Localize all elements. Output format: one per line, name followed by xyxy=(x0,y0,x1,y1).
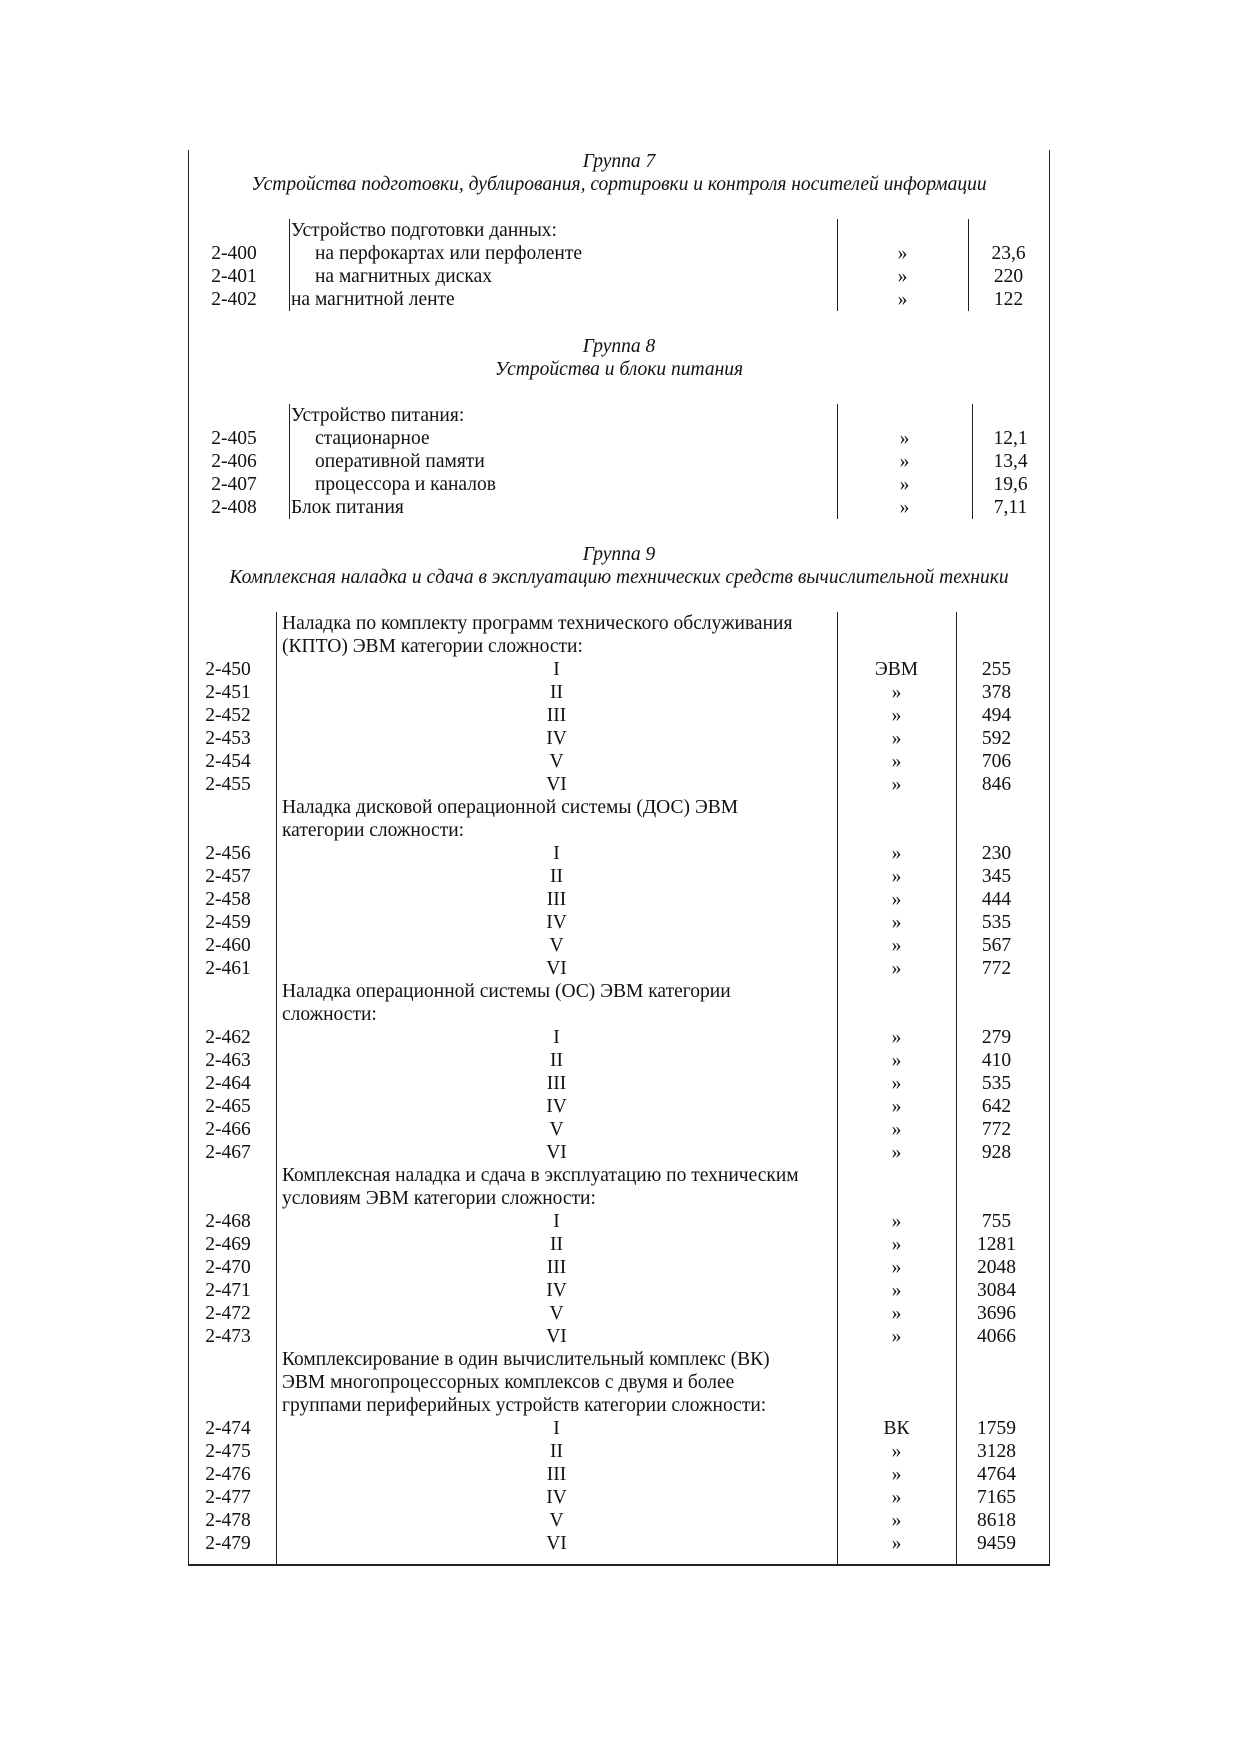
item-code: 2-475 xyxy=(205,1441,251,1462)
group-7-title: Группа 7 xyxy=(582,151,656,172)
item-unit: » xyxy=(891,1510,902,1531)
item-code: 2-467 xyxy=(205,1142,251,1163)
item-code: 2-471 xyxy=(205,1280,251,1301)
item-unit: » xyxy=(891,889,902,910)
table-row xyxy=(189,1532,1049,1555)
item-name: на перфокартах или перфоленте xyxy=(315,243,583,264)
item-code: 2-474 xyxy=(205,1418,251,1439)
item-code: 2-453 xyxy=(205,728,251,749)
item-value: 2048 xyxy=(977,1257,1016,1278)
item-value: 772 xyxy=(981,1119,1012,1140)
item-unit: » xyxy=(891,751,902,772)
complexity-category: I xyxy=(553,1027,560,1048)
complexity-category: IV xyxy=(546,728,567,749)
table-row xyxy=(189,1486,1049,1509)
table-row xyxy=(189,1256,1049,1279)
complexity-category: I xyxy=(553,1211,560,1232)
item-value: 9459 xyxy=(977,1533,1016,1554)
item-unit: » xyxy=(891,1487,902,1508)
item-name: Комплексная наладка и сдача в эксплуатацию по техническим xyxy=(282,1165,799,1186)
item-code: 2-462 xyxy=(205,1027,251,1048)
item-code: 2-464 xyxy=(205,1073,251,1094)
item-unit: » xyxy=(891,705,902,726)
item-value: 279 xyxy=(981,1027,1012,1048)
table-row xyxy=(189,1187,1049,1210)
table-row xyxy=(189,1279,1049,1302)
table-row xyxy=(189,635,1049,658)
group-7-subtitle: Устройства подготовки, дублирования, сортировки и контроля носителей информации xyxy=(251,174,987,195)
table-row xyxy=(189,1394,1049,1417)
table-row xyxy=(189,934,1049,957)
complexity-category: II xyxy=(550,682,563,703)
table-row xyxy=(189,1026,1049,1049)
item-name: процессора и каналов xyxy=(315,474,496,495)
item-code: 2-400 xyxy=(211,243,257,264)
item-name: Комплексирование в один вычислительный комплекс (ВК) xyxy=(282,1349,770,1370)
item-unit: » xyxy=(891,1073,902,1094)
item-name: группами периферийных устройств категории сложности: xyxy=(282,1395,767,1416)
complexity-category: II xyxy=(550,1234,563,1255)
item-code: 2-466 xyxy=(205,1119,251,1140)
item-name: Наладка операционной системы (ОС) ЭВМ категории xyxy=(282,981,731,1002)
item-value: 220 xyxy=(993,266,1024,287)
item-unit: » xyxy=(899,474,910,495)
complexity-category: III xyxy=(546,1257,567,1278)
item-value: 4066 xyxy=(977,1326,1016,1347)
item-unit: » xyxy=(891,866,902,887)
item-code: 2-450 xyxy=(205,659,251,680)
item-name: Устройство подготовки данных: xyxy=(291,220,557,241)
table-row xyxy=(189,450,1049,473)
complexity-category: V xyxy=(549,935,564,956)
table-right-border xyxy=(1049,150,1050,1565)
item-unit: » xyxy=(897,289,908,310)
item-name: ЭВМ многопроцессорных комплексов с двумя и более xyxy=(282,1372,735,1393)
item-value: 444 xyxy=(981,889,1012,910)
complexity-category: I xyxy=(553,1418,560,1439)
complexity-category: V xyxy=(549,1510,564,1531)
item-code: 2-460 xyxy=(205,935,251,956)
item-name: на магнитных дисках xyxy=(315,266,492,287)
item-unit: » xyxy=(891,1280,902,1301)
item-code: 2-459 xyxy=(205,912,251,933)
item-value: 706 xyxy=(981,751,1012,772)
item-code: 2-478 xyxy=(205,1510,251,1531)
complexity-category: III xyxy=(546,1073,567,1094)
item-unit: » xyxy=(891,958,902,979)
item-code: 2-457 xyxy=(205,866,251,887)
item-value: 19,6 xyxy=(993,474,1028,495)
item-value: 7,11 xyxy=(993,497,1028,518)
table-row xyxy=(189,1348,1049,1371)
table-row xyxy=(189,865,1049,888)
item-name: сложности: xyxy=(282,1004,377,1025)
item-code: 2-405 xyxy=(211,428,257,449)
table-row xyxy=(189,427,1049,450)
item-code: 2-473 xyxy=(205,1326,251,1347)
table-row xyxy=(189,750,1049,773)
item-name: категории сложности: xyxy=(282,820,465,841)
group-9-title: Группа 9 xyxy=(582,544,656,565)
item-value: 3128 xyxy=(977,1441,1016,1462)
complexity-category: IV xyxy=(546,1096,567,1117)
complexity-category: VI xyxy=(546,958,567,979)
table-row xyxy=(189,704,1049,727)
item-unit: » xyxy=(891,1211,902,1232)
complexity-category: III xyxy=(546,889,567,910)
item-value: 1281 xyxy=(977,1234,1016,1255)
item-code: 2-469 xyxy=(205,1234,251,1255)
group-8-title: Группа 8 xyxy=(582,336,656,357)
table-row xyxy=(189,1095,1049,1118)
complexity-category: III xyxy=(546,705,567,726)
item-unit: » xyxy=(891,912,902,933)
item-code: 2-451 xyxy=(205,682,251,703)
item-value: 23,6 xyxy=(991,243,1026,264)
table-row xyxy=(189,1302,1049,1325)
item-code: 2-452 xyxy=(205,705,251,726)
table-row xyxy=(189,1371,1049,1394)
item-value: 122 xyxy=(993,289,1024,310)
item-value: 410 xyxy=(981,1050,1012,1071)
item-unit: » xyxy=(891,682,902,703)
item-code: 2-408 xyxy=(211,497,257,518)
item-code: 2-406 xyxy=(211,451,257,472)
complexity-category: V xyxy=(549,1119,564,1140)
table-row xyxy=(189,1440,1049,1463)
complexity-category: V xyxy=(549,751,564,772)
group-8-subtitle: Устройства и блоки питания xyxy=(494,359,744,380)
complexity-category: II xyxy=(550,1050,563,1071)
item-unit: » xyxy=(891,1303,902,1324)
item-code: 2-465 xyxy=(205,1096,251,1117)
item-unit: » xyxy=(891,1027,902,1048)
item-name: Наладка по комплекту программ технического обслуживания xyxy=(282,613,793,634)
item-code: 2-461 xyxy=(205,958,251,979)
item-name: (КПТО) ЭВМ категории сложности: xyxy=(282,636,583,657)
item-value: 7165 xyxy=(977,1487,1016,1508)
item-code: 2-479 xyxy=(205,1533,251,1554)
item-value: 8618 xyxy=(977,1510,1016,1531)
item-code: 2-472 xyxy=(205,1303,251,1324)
table-row xyxy=(189,658,1049,681)
item-unit: » xyxy=(891,843,902,864)
item-unit: » xyxy=(891,1326,902,1347)
table-row xyxy=(189,265,1049,288)
item-code: 2-463 xyxy=(205,1050,251,1071)
table-row xyxy=(189,1141,1049,1164)
item-code: 2-402 xyxy=(211,289,257,310)
table-row xyxy=(189,980,1049,1003)
table-row xyxy=(189,796,1049,819)
group-7-table xyxy=(189,219,1049,311)
item-value: 12,1 xyxy=(993,428,1028,449)
complexity-category: V xyxy=(549,1303,564,1324)
complexity-category: III xyxy=(546,1464,567,1485)
table-row xyxy=(189,842,1049,865)
item-unit: » xyxy=(891,1441,902,1462)
table-row xyxy=(189,727,1049,750)
item-code: 2-470 xyxy=(205,1257,251,1278)
item-value: 3696 xyxy=(977,1303,1016,1324)
item-value: 592 xyxy=(981,728,1012,749)
complexity-category: IV xyxy=(546,912,567,933)
item-value: 3084 xyxy=(977,1280,1016,1301)
table-row xyxy=(189,819,1049,842)
complexity-category: VI xyxy=(546,1326,567,1347)
item-unit: » xyxy=(891,728,902,749)
item-unit: » xyxy=(891,1050,902,1071)
item-code: 2-454 xyxy=(205,751,251,772)
item-value: 378 xyxy=(981,682,1012,703)
item-unit: » xyxy=(891,1257,902,1278)
item-code: 2-477 xyxy=(205,1487,251,1508)
table-row xyxy=(189,681,1049,704)
item-value: 772 xyxy=(981,958,1012,979)
item-value: 13,4 xyxy=(993,451,1028,472)
complexity-category: II xyxy=(550,1441,563,1462)
complexity-category: IV xyxy=(546,1280,567,1301)
item-name: стационарное xyxy=(315,428,430,449)
table-row xyxy=(189,1325,1049,1348)
item-value: 535 xyxy=(981,912,1012,933)
table-row xyxy=(189,1049,1049,1072)
item-name: Наладка дисковой операционной системы (ДОС) ЭВМ xyxy=(282,797,739,818)
table-row xyxy=(189,1164,1049,1187)
table-row xyxy=(189,911,1049,934)
item-code: 2-476 xyxy=(205,1464,251,1485)
table-row xyxy=(189,1509,1049,1532)
item-unit: » xyxy=(891,774,902,795)
item-name: Устройство питания: xyxy=(291,405,465,426)
item-unit: » xyxy=(899,451,910,472)
item-name: Блок питания xyxy=(291,497,404,518)
item-name: на магнитной ленте xyxy=(291,289,455,310)
table-row xyxy=(189,1210,1049,1233)
item-value: 755 xyxy=(981,1211,1012,1232)
item-unit: ВК xyxy=(883,1418,910,1439)
item-unit: » xyxy=(891,1142,902,1163)
item-unit: » xyxy=(897,243,908,264)
item-name: оперативной памяти xyxy=(315,451,485,472)
table-row xyxy=(189,1072,1049,1095)
table-row xyxy=(189,773,1049,796)
table-row xyxy=(189,219,1049,242)
table-row xyxy=(189,612,1049,635)
item-value: 1759 xyxy=(977,1418,1016,1439)
table-row xyxy=(189,404,1049,427)
item-value: 4764 xyxy=(977,1464,1016,1485)
table-bottom-border xyxy=(188,1564,1050,1566)
item-unit: » xyxy=(897,266,908,287)
complexity-category: VI xyxy=(546,774,567,795)
item-unit: » xyxy=(899,497,910,518)
item-value: 230 xyxy=(981,843,1012,864)
item-code: 2-401 xyxy=(211,266,257,287)
item-unit: » xyxy=(891,1464,902,1485)
item-code: 2-455 xyxy=(205,774,251,795)
item-value: 928 xyxy=(981,1142,1012,1163)
item-value: 846 xyxy=(981,774,1012,795)
item-unit: » xyxy=(891,1119,902,1140)
item-name: условиям ЭВМ категории сложности: xyxy=(282,1188,596,1209)
complexity-category: I xyxy=(553,843,560,864)
complexity-category: IV xyxy=(546,1487,567,1508)
item-unit: » xyxy=(899,428,910,449)
table-row xyxy=(189,288,1049,311)
table-row xyxy=(189,888,1049,911)
item-value: 535 xyxy=(981,1073,1012,1094)
item-unit: » xyxy=(891,1533,902,1554)
item-unit: ЭВМ xyxy=(874,659,919,680)
complexity-category: I xyxy=(553,659,560,680)
group-8-table xyxy=(189,404,1049,519)
table-row xyxy=(189,1463,1049,1486)
table-row xyxy=(189,957,1049,980)
item-value: 642 xyxy=(981,1096,1012,1117)
table-row xyxy=(189,1003,1049,1026)
table-row xyxy=(189,496,1049,519)
item-unit: » xyxy=(891,935,902,956)
item-code: 2-456 xyxy=(205,843,251,864)
item-unit: » xyxy=(891,1234,902,1255)
item-value: 494 xyxy=(981,705,1012,726)
table-row xyxy=(189,242,1049,265)
item-code: 2-458 xyxy=(205,889,251,910)
complexity-category: VI xyxy=(546,1142,567,1163)
table-row xyxy=(189,473,1049,496)
complexity-category: VI xyxy=(546,1533,567,1554)
item-value: 567 xyxy=(981,935,1012,956)
item-code: 2-407 xyxy=(211,474,257,495)
table-row xyxy=(189,1118,1049,1141)
group-9-subtitle: Комплексная наладка и сдача в эксплуатацию технических средств вычислительной техники xyxy=(229,567,1009,588)
group-9-table xyxy=(189,612,1049,1564)
table-row xyxy=(189,1233,1049,1256)
complexity-category: II xyxy=(550,866,563,887)
item-value: 345 xyxy=(981,866,1012,887)
item-unit: » xyxy=(891,1096,902,1117)
item-code: 2-468 xyxy=(205,1211,251,1232)
table-row xyxy=(189,1417,1049,1440)
item-value: 255 xyxy=(981,659,1012,680)
